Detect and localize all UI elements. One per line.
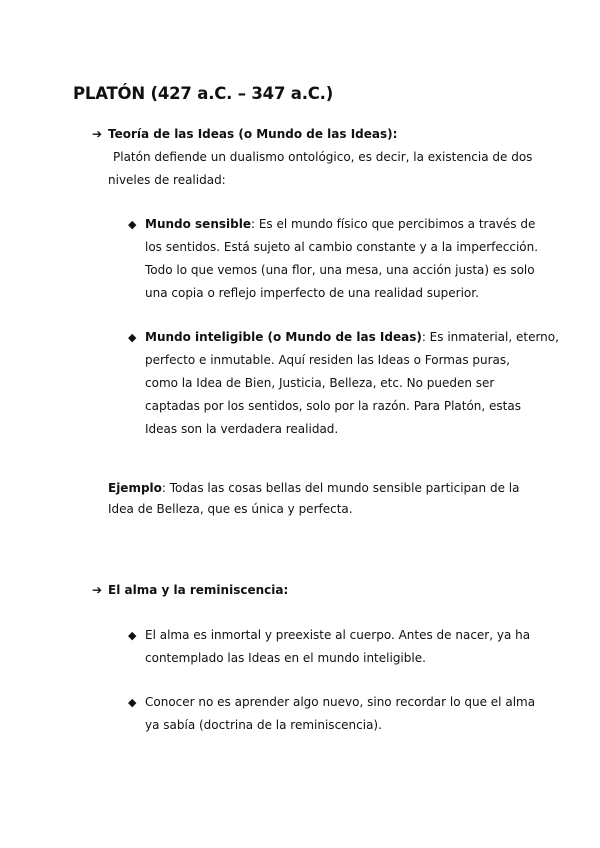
diamond-bullet-icon: ◆	[128, 331, 137, 344]
bullet-line: Ideas son la verdadera realidad.	[145, 422, 339, 436]
bullet-line: como la Idea de Bien, Justicia, Belleza, etc. No pueden ser	[145, 376, 495, 390]
bullet-line: Conocer no es aprender algo nuevo, sino recordar lo que el alma	[145, 695, 536, 709]
bullet-line: una copia o reflejo imperfecto de una realidad superior.	[145, 286, 479, 300]
example-term: Ejemplo	[108, 481, 162, 495]
bullet-line: los sentidos. Está sujeto al cambio constante y a la imperfección.	[145, 240, 539, 254]
bullet-text: : Es inmaterial, eterno,	[421, 330, 559, 344]
bullet-line: perfecto e inmutable. Aquí residen las Ideas o Formas puras,	[145, 353, 510, 367]
bullet-line	[145, 326, 559, 349]
diamond-bullet-icon: ◆	[128, 629, 137, 642]
example-line: Idea de Belleza, que es única y perfecta.	[108, 502, 353, 516]
bullet-term: Mundo inteligible (o Mundo de las Ideas)	[145, 330, 422, 344]
bullet-line: ya sabía (doctrina de la reminiscencia).	[145, 718, 382, 732]
section-heading-alma	[92, 582, 288, 598]
example-text: : Todas las cosas bellas del mundo sensible participan de la	[161, 481, 520, 495]
diamond-bullet-icon: ◆	[128, 696, 137, 709]
bullet-line	[145, 213, 535, 236]
bullet-line: Todo lo que vemos (una flor, una mesa, una acción justa) es solo	[145, 263, 535, 277]
section-heading-text: Teoría de las Ideas (o Mundo de las Ideas):	[108, 127, 398, 141]
bullet-text: : Es el mundo físico que percibimos a través de	[250, 217, 536, 231]
bullet-term: Mundo sensible	[145, 217, 251, 231]
example-line	[108, 477, 519, 500]
page-title: PLATÓN (427 a.C. – 347 a.C.)	[73, 84, 334, 103]
bullet-line: captadas por los sentidos, solo por la razón. Para Platón, estas	[145, 399, 521, 413]
arrow-icon: ➔	[92, 583, 103, 597]
bullet-line: contemplado las Ideas en el mundo inteligible.	[145, 651, 426, 665]
section-heading-text: El alma y la reminiscencia:	[108, 583, 289, 597]
bullet-line: El alma es inmortal y preexiste al cuerpo. Antes de nacer, ya ha	[145, 628, 531, 642]
section-heading-ideas	[92, 126, 397, 142]
arrow-icon: ➔	[92, 127, 103, 141]
intro-line: niveles de realidad:	[108, 173, 226, 187]
intro-line: Platón defiende un dualismo ontológico, es decir, la existencia de dos	[113, 150, 533, 164]
diamond-bullet-icon: ◆	[128, 218, 137, 231]
